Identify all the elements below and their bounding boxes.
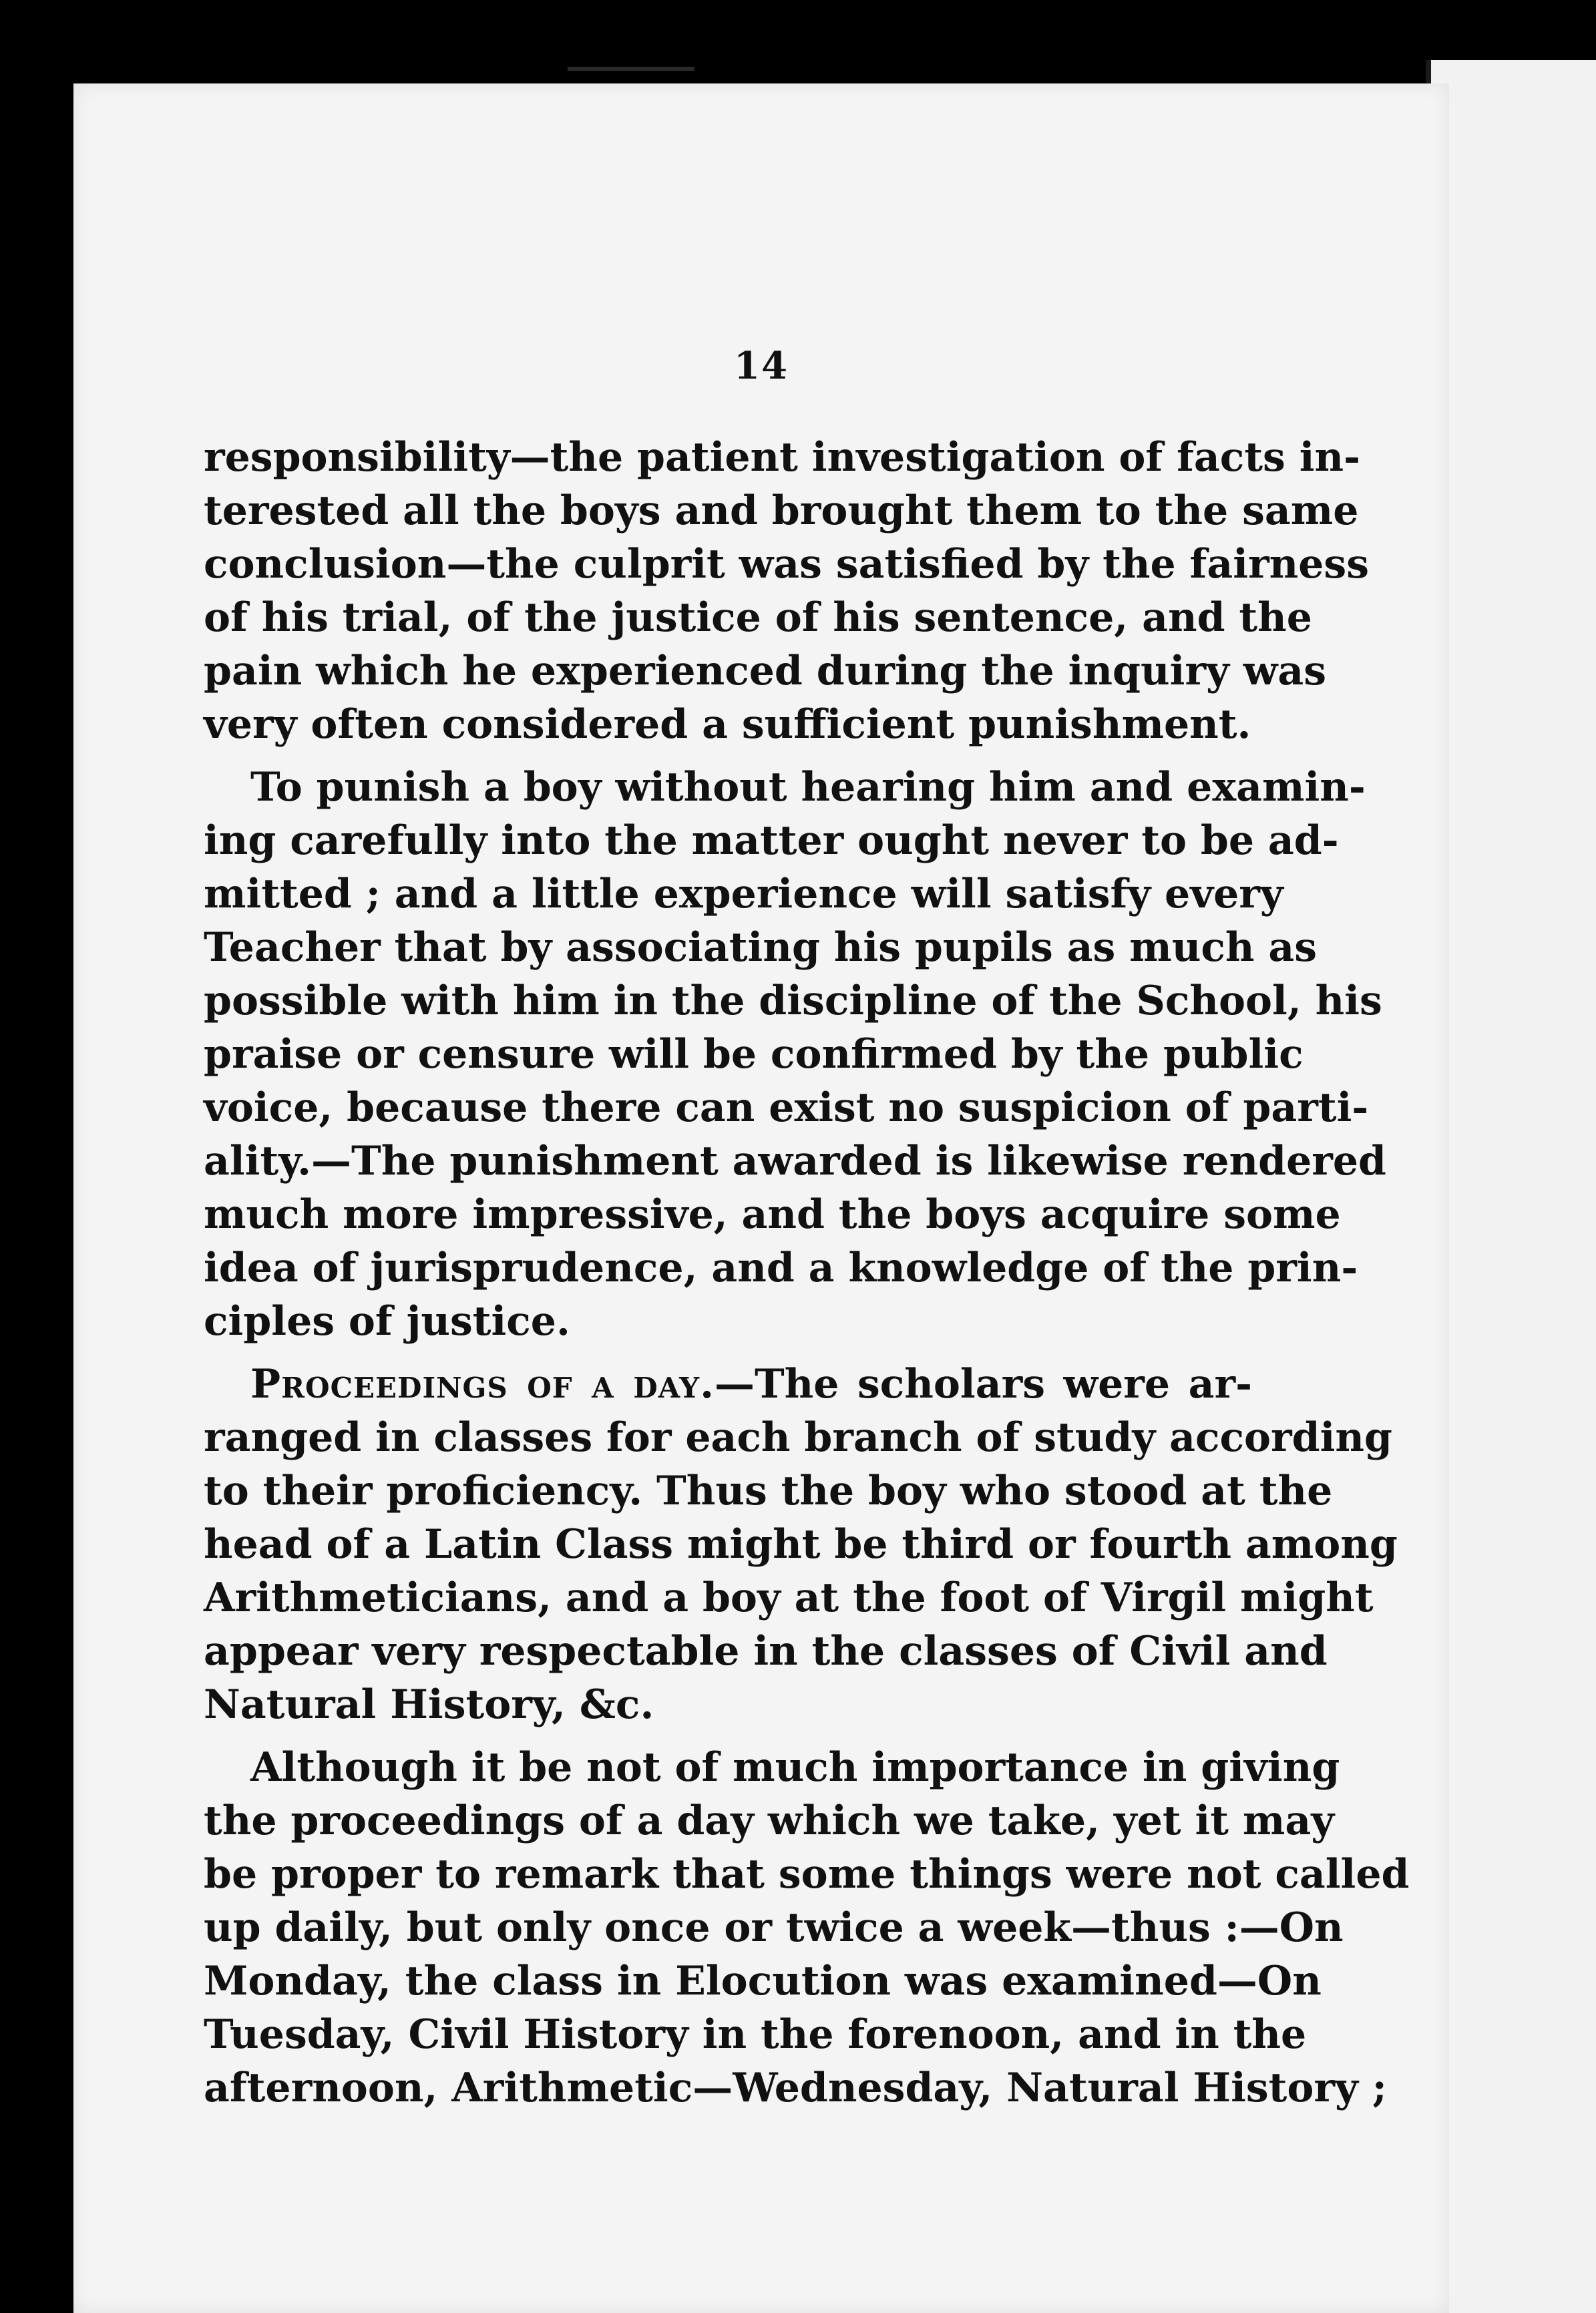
- text-line: idea of jurisprudence, and a knowledge of the prin-: [204, 1245, 1358, 1291]
- adjacent-page: [1426, 60, 1596, 2313]
- text-line: much more impressive, and the boys acquire some: [204, 1191, 1341, 1238]
- text-line: ciples of justice.: [204, 1298, 570, 1345]
- text-line: be proper to remark that some things were not called: [204, 1851, 1410, 1898]
- text-line: Teacher that by associating his pupils as much as: [204, 924, 1318, 971]
- text-line: responsibility—the patient investigation of facts in-: [204, 434, 1361, 481]
- paragraph-1: [204, 431, 1369, 751]
- page-top-edge: [568, 67, 694, 71]
- text-segment: —The scholars were ar-: [715, 1361, 1252, 1408]
- text-line: To punish a boy without hearing him and examin-: [250, 764, 1366, 811]
- text-line: Natural History, &c.: [204, 1681, 654, 1728]
- text-line: the proceedings of a day which we take, yet it may: [204, 1798, 1335, 1844]
- text-line: afternoon, Arithmetic—Wednesday, Natural History ;: [204, 2065, 1387, 2111]
- section-heading: Proceedings of a day.: [250, 1361, 715, 1408]
- text-line: possible with him in the discipline of the School, his: [204, 978, 1382, 1024]
- text-line: head of a Latin Class might be third or fourth among: [204, 1521, 1398, 1568]
- text-line: very often considered a sufficient punishment.: [204, 701, 1251, 748]
- text-line: praise or censure will be confirmed by the public: [204, 1031, 1304, 1078]
- text-line: mitted ; and a little experience will satisfy every: [204, 871, 1283, 917]
- text-line: pain which he experienced during the inquiry was: [204, 648, 1327, 694]
- scanned-page: [73, 83, 1449, 2313]
- text-line: of his trial, of the justice of his sentence, and the: [204, 594, 1312, 641]
- text-line: Monday, the class in Elocution was examined—On: [204, 1958, 1322, 2005]
- text-line: voice, because there can exist no suspicion of parti-: [204, 1084, 1369, 1131]
- text-line: Tuesday, Civil History in the forenoon, and in the: [204, 2011, 1307, 2058]
- text-line: ality.—The punishment awarded is likewise rendered: [204, 1138, 1386, 1185]
- paragraph-3: [204, 1357, 1398, 1731]
- page-number: 14: [734, 344, 789, 388]
- body-text: [204, 431, 1410, 2124]
- text-line: ing carefully into the matter ought never to be ad-: [204, 817, 1339, 864]
- text-line: [204, 1357, 1252, 1411]
- text-line: Although it be not of much importance in giving: [250, 1744, 1340, 1791]
- paragraph-4: [204, 1741, 1410, 2115]
- text-line: Arithmeticians, and a boy at the foot of Virgil might: [204, 1574, 1374, 1621]
- paragraph-2: [204, 761, 1386, 1348]
- text-line: up daily, but only once or twice a week—thus :—On: [204, 1904, 1344, 1951]
- text-line: conclusion—the culprit was satisfied by the fairness: [204, 541, 1369, 588]
- text-line: terested all the boys and brought them to the same: [204, 487, 1359, 534]
- text-line: ranged in classes for each branch of study according: [204, 1414, 1392, 1461]
- text-line: to their proficiency. Thus the boy who stood at the: [204, 1468, 1333, 1514]
- text-line: appear very respectable in the classes of Civil and: [204, 1628, 1328, 1675]
